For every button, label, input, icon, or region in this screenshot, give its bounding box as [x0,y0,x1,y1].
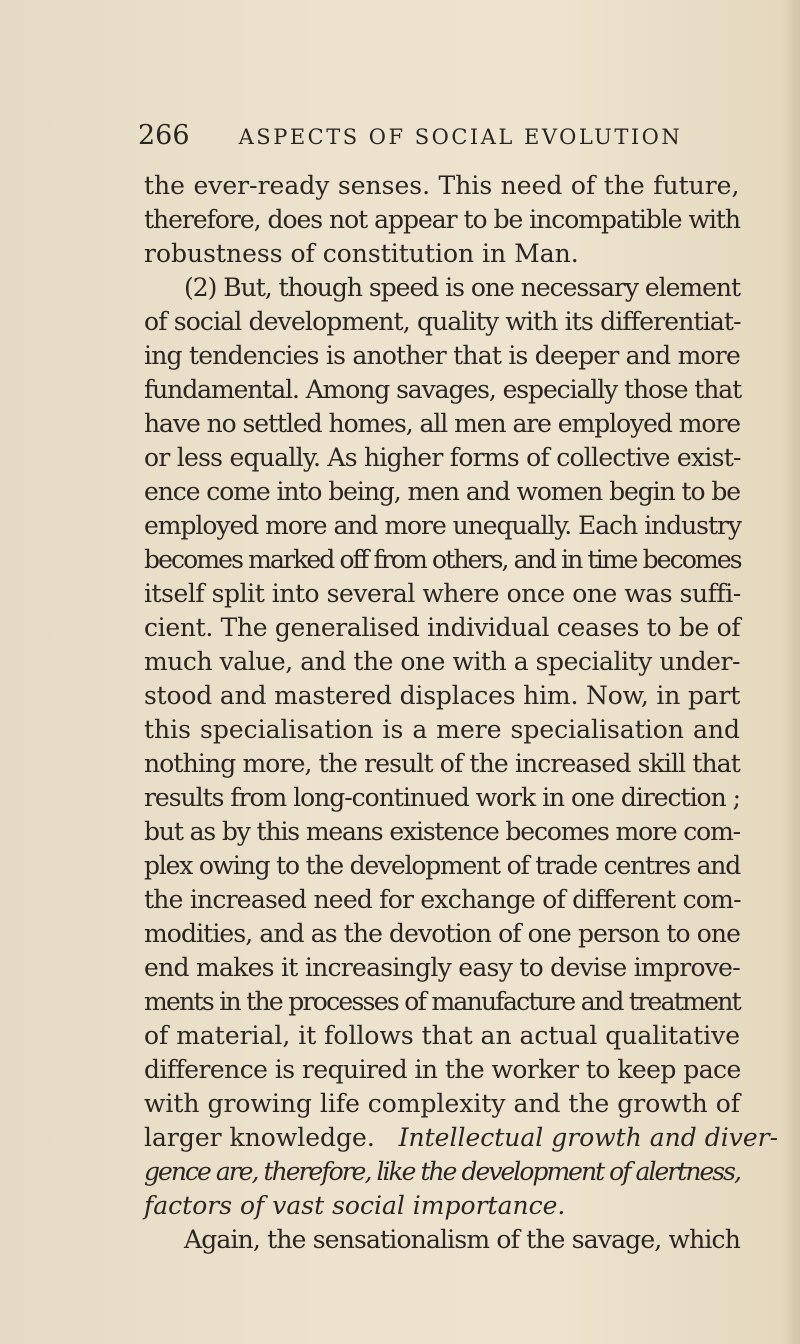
page-edge-shadow [782,0,800,1344]
text-line: fundamental. Among savages, especially those that [144,375,742,404]
italic-text: Intellectual growth and diver- [398,1123,779,1152]
text-line: Again, the sensationalism of the savage, which [184,1225,740,1254]
text-line: itself split into several where once one was suffi- [144,579,741,608]
text-line: modities, and as the devotion of one person to one [144,919,740,948]
text-line: with growing life complexity and the growth of [144,1089,740,1118]
text-line: ments in the processes of manufacture and treatment [144,987,740,1016]
page-number: 266 [138,120,190,151]
text-line: end makes it increasingly easy to devise improve- [144,953,740,982]
text-line [144,1154,740,1190]
text-line: larger knowledge. Intellectual growth and diver- [144,1123,779,1152]
text-line: ence come into being, men and women begin to be [144,477,740,506]
text-line: therefore, does not appear to be incompatible with [144,205,740,234]
running-title: ASPECTS OF SOCIAL EVOLUTION [238,125,683,149]
text-line: ing tendencies is another that is deeper and more [144,341,740,370]
text-line: but as by this means existence becomes more com- [144,817,740,846]
text-line [144,1188,565,1224]
text-line: plex owing to the development of trade centres and [144,851,740,880]
text-line: much value, and the one with a speciality under- [144,647,740,676]
italic-text: gence are, therefore, like the development of alertness, [144,1157,740,1186]
text-line: have no settled homes, all men are employed more [144,409,740,438]
text-line: of social development, quality with its differentiat- [144,307,741,336]
text-line: (2) But, though speed is one necessary element [184,273,740,302]
text-line: stood and mastered displaces him. Now, in part [144,681,741,710]
running-header [138,120,738,151]
text-line: of material, it follows that an actual qualitative [144,1021,740,1050]
text-line: nothing more, the result of the increased skill that [144,749,740,778]
text-line: this specialisation is a mere specialisation and [144,715,740,744]
italic-text: factors of vast social importance. [144,1191,566,1220]
text-line: robustness of constitution in Man. [144,239,579,268]
text-line: the ever-ready senses. This need of the future, [144,171,740,200]
text-line: becomes marked off from others, and in time becomes [144,545,741,574]
text-line: cient. The generalised individual ceases to be of [144,613,741,642]
text-line: difference is required in the worker to keep pace [144,1055,741,1084]
text-line: the increased need for exchange of different com- [144,885,741,914]
text-line: or less equally. As higher forms of collective exist- [144,443,741,472]
text-line: employed more and more unequally. Each industry [144,511,742,540]
text-line: results from long-continued work in one direction ; [144,783,740,812]
